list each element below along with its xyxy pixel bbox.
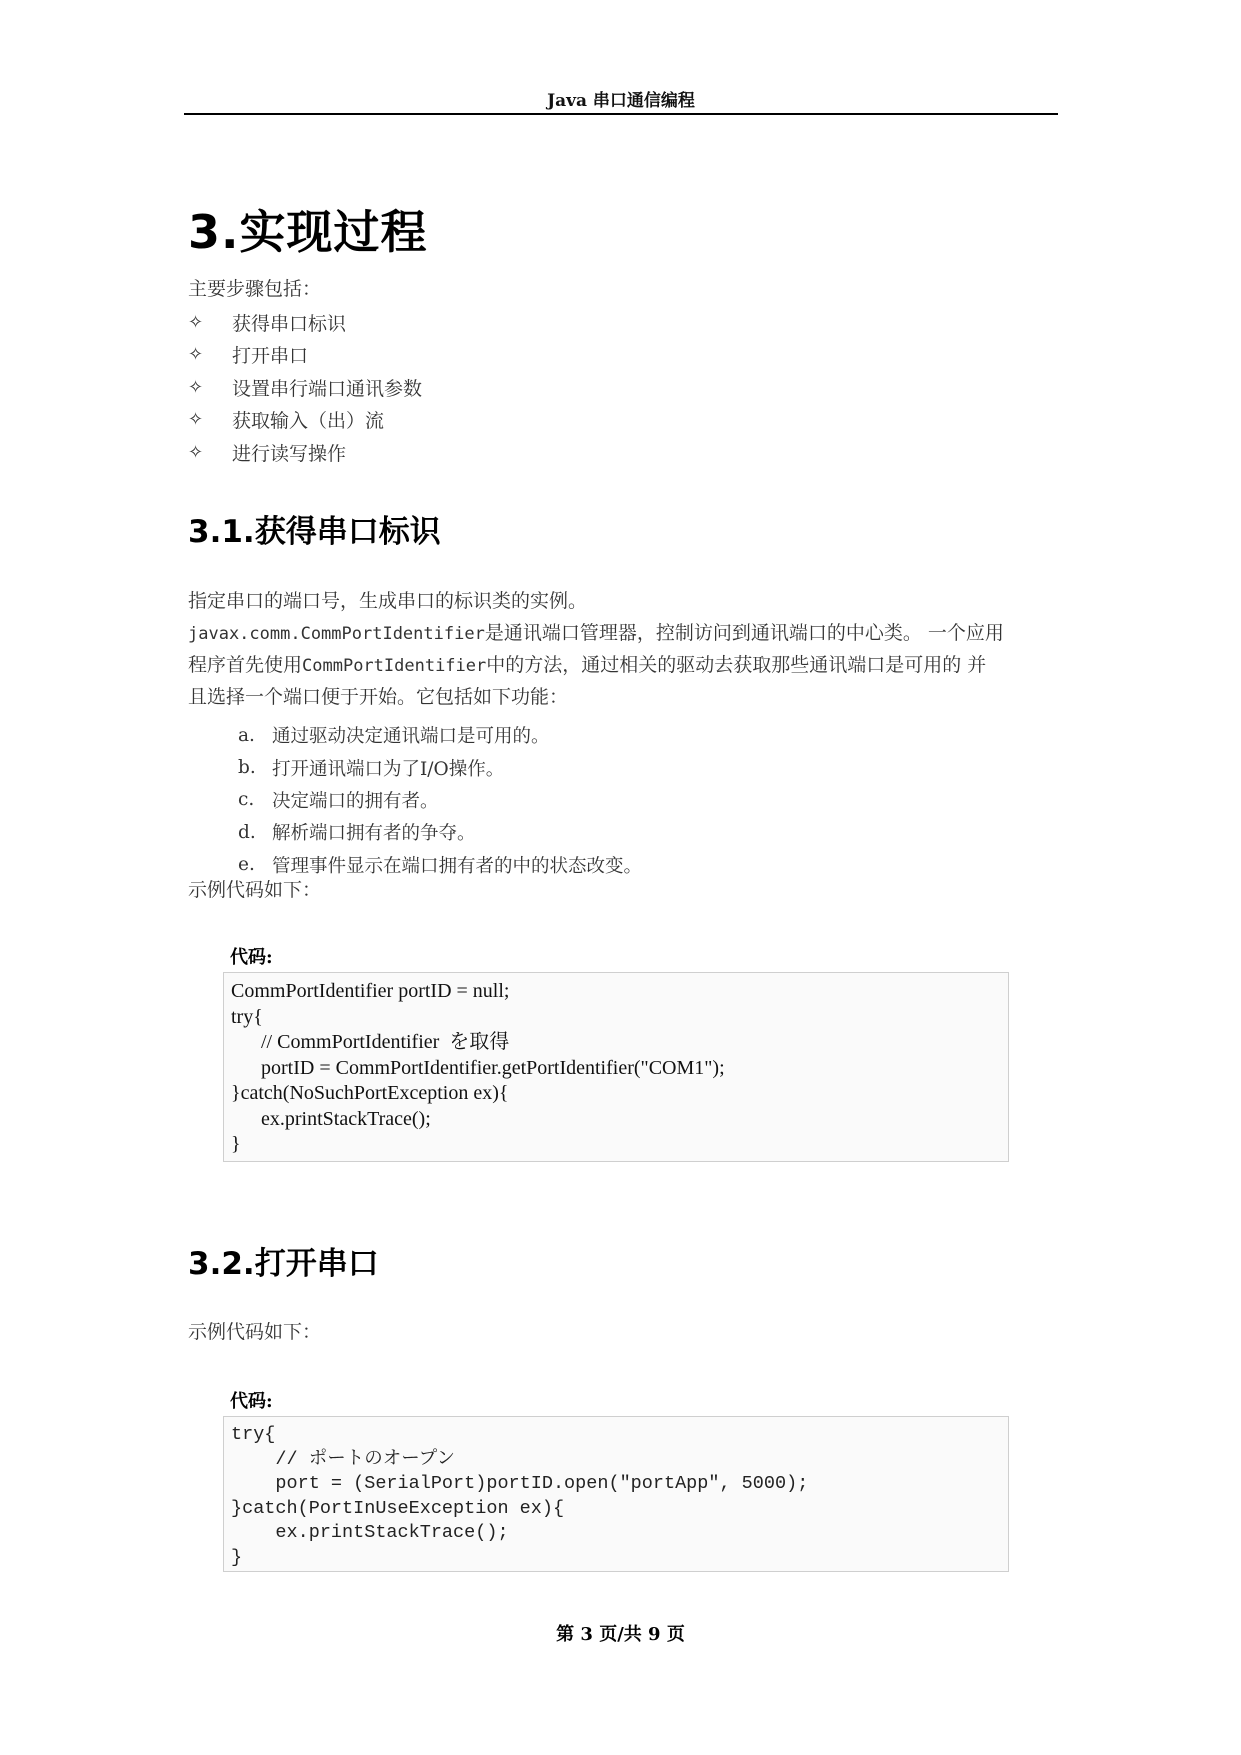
code-line: CommPortIdentifier portID = null; <box>231 980 510 1002</box>
steps-intro: 主要步骤包括： <box>188 278 322 300</box>
steps-list <box>188 306 422 469</box>
subsection-3-1-title: 3.1.获得串口标识 <box>188 514 441 550</box>
header-title: Java 串口通信编程 <box>547 91 695 111</box>
code-line: try{ <box>231 1005 263 1028</box>
step-text: 获取输入（出）流 <box>232 410 385 433</box>
section-title: 3.实现过程 <box>188 205 428 259</box>
bullet-icon: ✧ <box>188 344 204 366</box>
step-item <box>188 371 422 404</box>
bullet-icon: ✧ <box>188 409 204 431</box>
s31-para2-line2 <box>188 651 986 680</box>
code-block-1 <box>223 972 1009 1162</box>
s31-para2-line1-text: 是通讯端口管理器，控制访问到通讯端口的中心类。 一个应用 <box>484 622 1004 644</box>
page-number: 第 3 页/共 9 页 <box>556 1624 685 1645</box>
class-name-mono: CommPortIdentifier <box>302 656 487 676</box>
s31-para2-line2-text: 中的方法，通过相关的驱动去获取那些通讯端口是可用的 并 <box>486 654 987 676</box>
code-line: portID = CommPortIdentifier.getPortIdentifier("COM1"); <box>231 1056 725 1079</box>
code-block-2 <box>223 1416 1009 1572</box>
s32-sample-intro: 示例代码如下： <box>188 1321 322 1343</box>
feature-item <box>238 719 642 751</box>
feature-text: 决定端口的拥有者。 <box>272 790 439 812</box>
header-rule <box>184 113 1058 115</box>
code-line: try{ <box>231 1424 276 1445</box>
step-text: 进行读写操作 <box>232 442 347 465</box>
code-line: ex.printStackTrace(); <box>231 1522 509 1543</box>
feature-letter: c. <box>238 789 255 811</box>
code-line: // CommPortIdentifier を取得 <box>231 1031 510 1053</box>
subsection-3-2-title: 3.2.打开串口 <box>188 1246 379 1282</box>
code-line: ex.printStackTrace(); <box>231 1107 431 1130</box>
s31-para2-line2-pre: 程序首先使用 <box>188 654 303 676</box>
features-list <box>238 719 642 881</box>
code-line: } <box>231 1133 241 1155</box>
code-line: } <box>231 1546 243 1568</box>
feature-text: 管理事件显示在端口拥有者的中的状态改变。 <box>272 855 643 877</box>
step-item <box>188 306 422 339</box>
s31-para2-line1 <box>188 619 1004 648</box>
feature-item <box>238 751 642 783</box>
feature-letter: e. <box>238 854 255 876</box>
code-line: // ポートのオープン <box>231 1448 456 1470</box>
code-label: 代码: <box>230 947 273 968</box>
s31-para1: 指定串口的端口号，生成串口的标识类的实例。 <box>188 590 588 612</box>
feature-letter: b. <box>238 757 256 779</box>
code-line: port = (SerialPort)portID.open("portApp", 5000); <box>231 1473 809 1494</box>
feature-text: 打开通讯端口为了I/O操作。 <box>272 758 505 780</box>
feature-item <box>238 816 642 848</box>
feature-letter: a. <box>238 724 255 746</box>
step-item <box>188 404 422 437</box>
code-line: }catch(PortInUseException ex){ <box>231 1497 565 1519</box>
step-text: 设置串行端口通讯参数 <box>232 377 423 400</box>
s31-sample-intro: 示例代码如下： <box>188 879 322 901</box>
feature-text: 解析端口拥有者的争夺。 <box>272 823 476 845</box>
step-text: 获得串口标识 <box>232 312 347 335</box>
feature-text: 通过驱动决定通讯端口是可用的。 <box>272 726 550 748</box>
class-name-mono: javax.comm.CommPortIdentifier <box>188 624 485 644</box>
s31-para2-line3: 且选择一个端口便于开始。它包括如下功能： <box>188 686 569 708</box>
step-item <box>188 436 422 469</box>
code-line: }catch(NoSuchPortException ex){ <box>231 1082 509 1104</box>
step-item <box>188 339 422 372</box>
code-label: 代码: <box>230 1391 273 1412</box>
bullet-icon: ✧ <box>188 376 204 398</box>
feature-item <box>238 784 642 816</box>
bullet-icon: ✧ <box>188 311 204 333</box>
step-text: 打开串口 <box>232 345 309 368</box>
feature-letter: d. <box>238 821 256 843</box>
bullet-icon: ✧ <box>188 441 204 463</box>
